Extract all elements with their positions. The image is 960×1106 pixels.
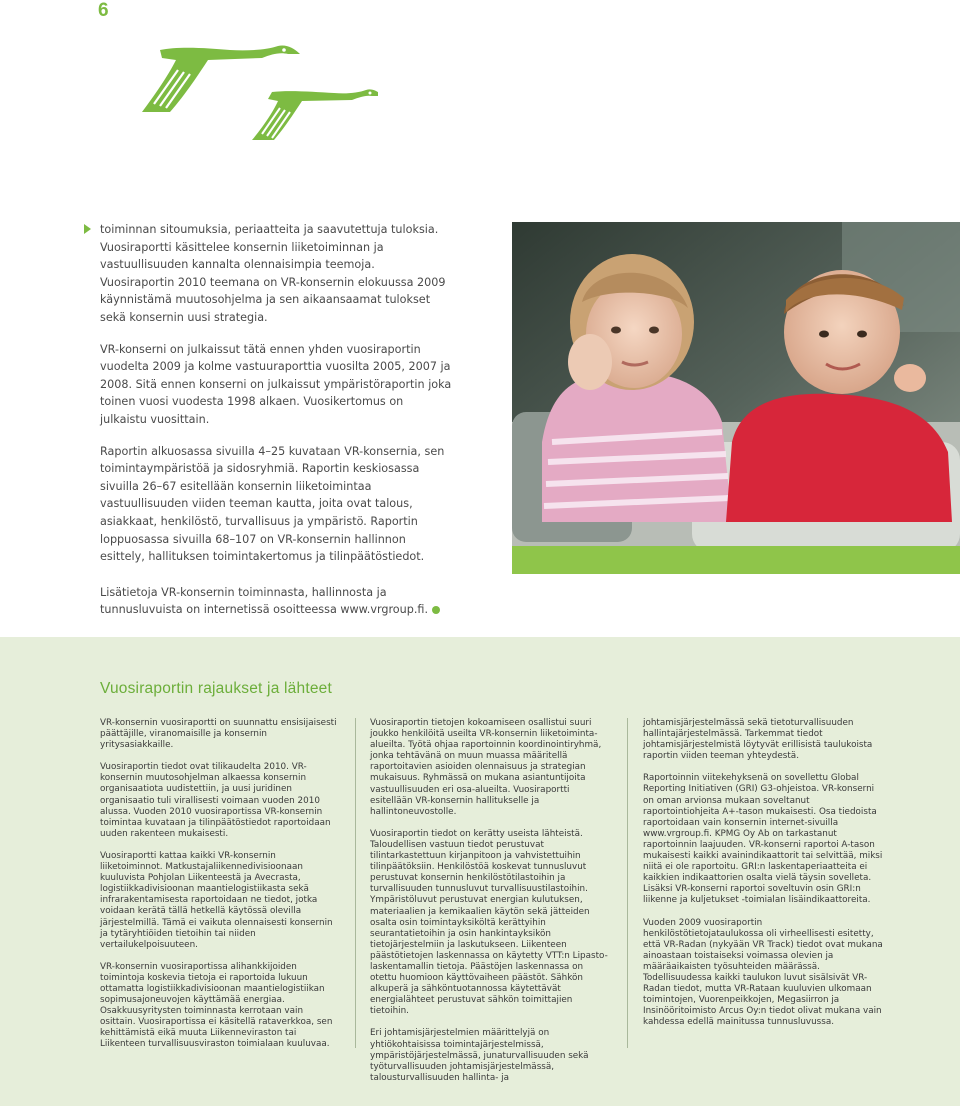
intro-paragraph: Raportin alkuosassa sivuilla 4–25 kuvataan VR-konsernia, sen toimintaympäristöä ja sidosryhmiä. Raportin keskiosassa sivuilla 26–67 esitellään konsernin liiketoimintaa vastuullisuuden viiden teeman kautta, joita ovat talous, asiakkaat, henkilöstö, turvallisuus ja ympäristö. Raportin loppuosassa sivuilla 68–107 on VR-konsernin hallinnon esittely, hallituksen toimintakertomus ja tilinpäätöstiedot.	[100, 444, 445, 564]
intro-text	[100, 221, 452, 633]
bird-small-icon	[252, 89, 378, 140]
flying-birds-logo-icon	[138, 40, 378, 140]
end-dot-icon	[432, 606, 440, 614]
intro-closing-paragraph	[100, 584, 452, 619]
box-column-2	[370, 718, 610, 1095]
box-heading: Vuosiraportin rajaukset ja lähteet	[100, 680, 332, 697]
page-number: 6	[98, 0, 109, 21]
continuation-arrow-icon	[84, 224, 91, 234]
intro-closing-text: Lisätietoja VR-konsernin toiminnasta, hallinnosta ja tunnusluvuista on internetissä osoitteessa www.vrgroup.fi.	[100, 585, 429, 617]
intro-paragraph: toiminnan sitoumuksia, periaatteita ja saavutettuja tuloksia. Vuosiraportti käsittelee konsernin liiketoiminnan ja vastuullisuuden kannalta olennaisimpia teemoja. Vuosiraportin 2010 teemana on VR-konsernin elokuussa 2009 käynnistämä muutosohjelma ja sen aikaansaamat tulokset sekä konsernin uusi strategia.	[100, 223, 446, 324]
box-paragraph: Vuosiraportin tiedot ovat tilikaudelta 2010. VR-konsernin muutosohjelman alkaessa konsernin organisaatiota uudistettiin, ja uusi juridinen organisaatio tuli virallisesti voimaan vuoden 2010 alussa. Vuoden 2010 vuosiraportissa VR-konsernin toimintaa kuvataan ja tilinpäätöstiedot raportoidaan uuden rakenteen mukaisesti.	[100, 762, 331, 839]
box-paragraph: Vuosiraportin tietojen kokoamiseen osallistui suuri joukko henkilöitä useilta VR-konsernin liiketoiminta-alueilta. Työtä ohjaa raportoinnin koordinointiryhmä, jonka tehtävänä on muun muassa määritellä raportoitavien asioiden olennaisuus ja strategian mukaisuus. Ryhmässä on mukana asiantuntijoita vastuullisuuden eri osa-alueilta. Vuosiraportti esitellään VR-konsernin hallitukselle ja hallintoneuvostolle.	[370, 718, 602, 817]
column-divider	[627, 718, 628, 1048]
box-paragraph: VR-konsernin vuosiraportti on suunnattu ensisijaisesti päättäjille, viranomaisille ja konsernin yritysasiakkaille.	[100, 718, 337, 751]
intro-paragraph: VR-konserni on julkaissut tätä ennen yhden vuosiraportin vuodelta 2009 ja kolme vastuuraporttia vuosilta 2005, 2007 ja 2008. Sitä ennen konserni on julkaissut ympäristöraportin joka toinen vuosi vuodesta 1998 alkaen. Vuosikertomus on julkaistu vuosittain.	[100, 342, 452, 426]
box-paragraph: VR-konsernin vuosiraportissa alihankkijoiden toimintoja koskevia tietoja ei raportoida lukuun ottamatta logistiikkadivisioonan maantielogistiikan sopimusajoneuvojen käyttämää energiaa. Osakkuusyritysten toiminnasta kerrotaan vain osittain. Vuosiraportissa ei käsitellä rataverkkoa, sen kehittämistä eikä muuta Liikenneviraston tai Liikenteen turvallisuusviraston toimialaan kuuluvaa.	[100, 961, 333, 1050]
box-paragraph: Vuosiraportin tiedot on kerätty useista lähteistä. Taloudellisen vastuun tiedot perustuvat tilintarkastettuun kirjanpitoon ja vahvistettuihin tilinpäätöksiin. Henkilöstöä koskevat tunnusluvut perustuvat konsernin henkilöstötilastoihin ja turvallisuuden tunnusluvut turvallisuustilastoihin. Ympäristöluvut perustuvat energian kulutuksen, materiaalien ja kemikaalien käytön sekä jätteiden osalta osin toimintayksiköltä kerättyihin seurantatietoihin ja osin hankintayksikön tietojärjestelmiin ja laskutukseen. Liikenteen päästötietojen laskennassa on käytetty VTT:n Lipasto-laskentamallin tietoja. Päästöjen laskennassa on otettu huomioon käyttövaiheen päästöt. Sähkön alkuperä ja sähköntuotannossa käytettävät energialähteet perustuvat sähkön toimittajien tietoihin.	[370, 828, 608, 1017]
column-divider	[355, 718, 356, 1048]
box-paragraph: Vuoden 2009 vuosiraportin henkilöstötietojataulukossa oli virheellisesti esitetty, että VR-Radan (nykyään VR Track) tiedot ovat mukana ainoastaan toistaiseksi voimassa olevien ja määräaikaisten työsuhteiden määrässä. Todellisuudessa kaikki taulukon luvut sisälsivät VR-Radan tiedot, mutta VR-Rataan kuuluvien ulkomaan toimintojen, Vuorenpeikkojen, Megasiirron ja Insinööritoimisto Arcus Oy:n tiedot olivat mukana vain kahdessa edellä mainitussa tunnusluvussa.	[643, 917, 883, 1028]
box-paragraph: Eri johtamisjärjestelmien määrittelyjä on yhtiökohtaisissa toimintajärjestelmissä, ympäristöjärjestelmässä, junaturvallisuuden sekä työturvallisuuden johtamisjärjestelmässä, talousturvallisuuden hallinta- ja	[370, 1028, 589, 1083]
bird-large-icon	[142, 45, 300, 112]
box-paragraph: Raportoinnin viitekehyksenä on sovellettu Global Reporting Initiativen (GRI) G3-ohjeistoa. VR-konserni on oman arvionsa mukaan soveltanut raportointiohjeita A+-tason mukaisesti. Osa tiedoista raportoidaan vain konsernin internet-sivuilla www.vrgroup.fi. KPMG Oy Ab on tarkastanut raportoinnin laajuuden. VR-konserni raportoi A-tason mukaisesti kaikki avainindikaattorit tai selvittää, miksi niitä ei ole raportoitu. GRI:n laskentaperiaatteita ei kaikkien indikaattorien osalta vielä täysin sovelleta. Lisäksi VR-konserni raportoi soveltuvin osin GRI:n liikenne ja kuljetukset -toimialan lisäindikaattoreita.	[643, 773, 883, 906]
box-paragraph: johtamisjärjestelmässä sekä tietoturvallisuuden hallintajärjestelmässä. Tarkemmat tiedot johtamisjärjestelmistä löytyvät erillisistä taulukoista raportin viiden teeman yhteydestä.	[643, 718, 873, 762]
box-column-3	[643, 718, 883, 1039]
children-in-train-seat-photo	[512, 222, 960, 574]
box-column-1	[100, 718, 340, 1062]
box-paragraph: Vuosiraportti kattaa kaikki VR-konsernin liiketoiminnot. Matkustajaliikennedivisioonaan kuuluvista Pohjolan Liikenteestä ja Avecrasta, logistiikkadivisioonan maantielogistiikasta sekä infrarakentamisesta raportoidaan ne tiedot, jotka voidaan kerätä tällä hetkellä käytössä olevilla järjestelmillä. Tämä ei vaikuta olennaisesti konsernin ja tytäryhtiöiden tietoihin tai niiden vertailukelpoisuuteen.	[100, 850, 333, 950]
